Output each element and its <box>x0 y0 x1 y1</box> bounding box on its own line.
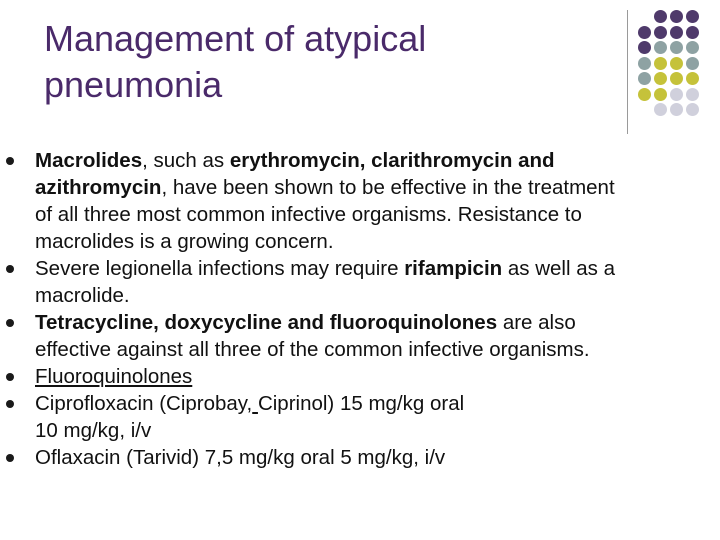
bullet-item-continuation <box>0 336 720 363</box>
title-line-1: Management of atypical <box>44 18 427 59</box>
bullet-item-continuation <box>0 282 720 309</box>
bullet-text: Tetracycline, doxycycline and fluoroquinolones <box>35 311 498 334</box>
vertical-divider <box>627 10 628 134</box>
bullet-text: Severe legionella infections may require <box>35 257 405 280</box>
bullet-item-continuation <box>0 201 720 228</box>
decorative-dot <box>654 103 667 116</box>
bullet-text: Fluoroquinolones <box>35 365 193 388</box>
bullet-text: macrolides is a growing concern. <box>35 230 334 253</box>
bullet-item-continuation <box>0 174 720 201</box>
bullet-text: Macrolides <box>35 149 143 172</box>
bullet-dot-icon <box>6 157 14 165</box>
bullet-text: Ciprofloxacin (Ciprobay, <box>35 392 253 415</box>
bullet-dot-icon <box>6 373 14 381</box>
decorative-dot <box>686 10 699 23</box>
decorative-dot <box>654 41 667 54</box>
bullet-text: Ciprinol) 15 mg/kg oral <box>257 392 465 415</box>
bullet-text: are also <box>497 311 576 334</box>
bullet-dot-icon <box>6 265 14 273</box>
title-line-2: pneumonia <box>44 64 223 105</box>
slide-title <box>44 16 426 108</box>
bullet-item <box>0 147 720 174</box>
decorative-dot <box>670 103 683 116</box>
decorative-dot <box>654 26 667 39</box>
decorative-dot <box>654 10 667 23</box>
decorative-dot <box>670 72 683 85</box>
bullet-text: erythromycin, clarithromycin and <box>229 149 555 172</box>
decorative-dot <box>638 57 651 70</box>
bullet-dot-icon <box>6 454 14 462</box>
bullet-text: effective against all three of the common infective organisms. <box>35 338 590 361</box>
decorative-dot <box>686 57 699 70</box>
decorative-dot <box>654 57 667 70</box>
bullet-item-continuation <box>0 417 720 444</box>
decorative-dot <box>670 57 683 70</box>
bullet-item <box>0 390 720 417</box>
decorative-dot <box>638 88 651 101</box>
decorative-dot <box>686 88 699 101</box>
bullet-item <box>0 363 720 390</box>
decorative-dot <box>686 103 699 116</box>
dot-grid-decoration <box>638 10 718 120</box>
bullet-text: as well as a <box>502 257 615 280</box>
bullet-dot-icon <box>6 319 14 327</box>
bullet-item <box>0 444 720 471</box>
decorative-dot <box>670 26 683 39</box>
decorative-dot <box>654 72 667 85</box>
bullet-text: , such as <box>142 149 230 172</box>
bullet-item <box>0 309 720 336</box>
bullet-text: macrolide. <box>35 284 130 307</box>
bullet-dot-icon <box>6 400 14 408</box>
bullet-item <box>0 255 720 282</box>
decorative-dot <box>654 88 667 101</box>
bullet-item-continuation <box>0 228 720 255</box>
decorative-dot <box>670 88 683 101</box>
decorative-dot <box>686 72 699 85</box>
decorative-dot <box>670 41 683 54</box>
bullet-text: rifampicin <box>404 257 503 280</box>
decorative-dot <box>638 41 651 54</box>
bullet-text: Oflaxacin (Tarivid) 7,5 mg/kg oral 5 mg/kg, i/v <box>35 446 446 469</box>
decorative-dot <box>670 10 683 23</box>
decorative-dot <box>686 26 699 39</box>
bullet-text: , have been shown to be effective in the treatment <box>161 176 615 199</box>
bullet-text: 10 mg/kg, i/v <box>35 419 152 442</box>
decorative-dot <box>638 26 651 39</box>
bullet-text: of all three most common infective organisms. Resistance to <box>35 203 582 226</box>
decorative-dot <box>686 41 699 54</box>
bullet-list <box>0 147 720 471</box>
decorative-dot <box>638 72 651 85</box>
bullet-text: azithromycin <box>35 176 162 199</box>
